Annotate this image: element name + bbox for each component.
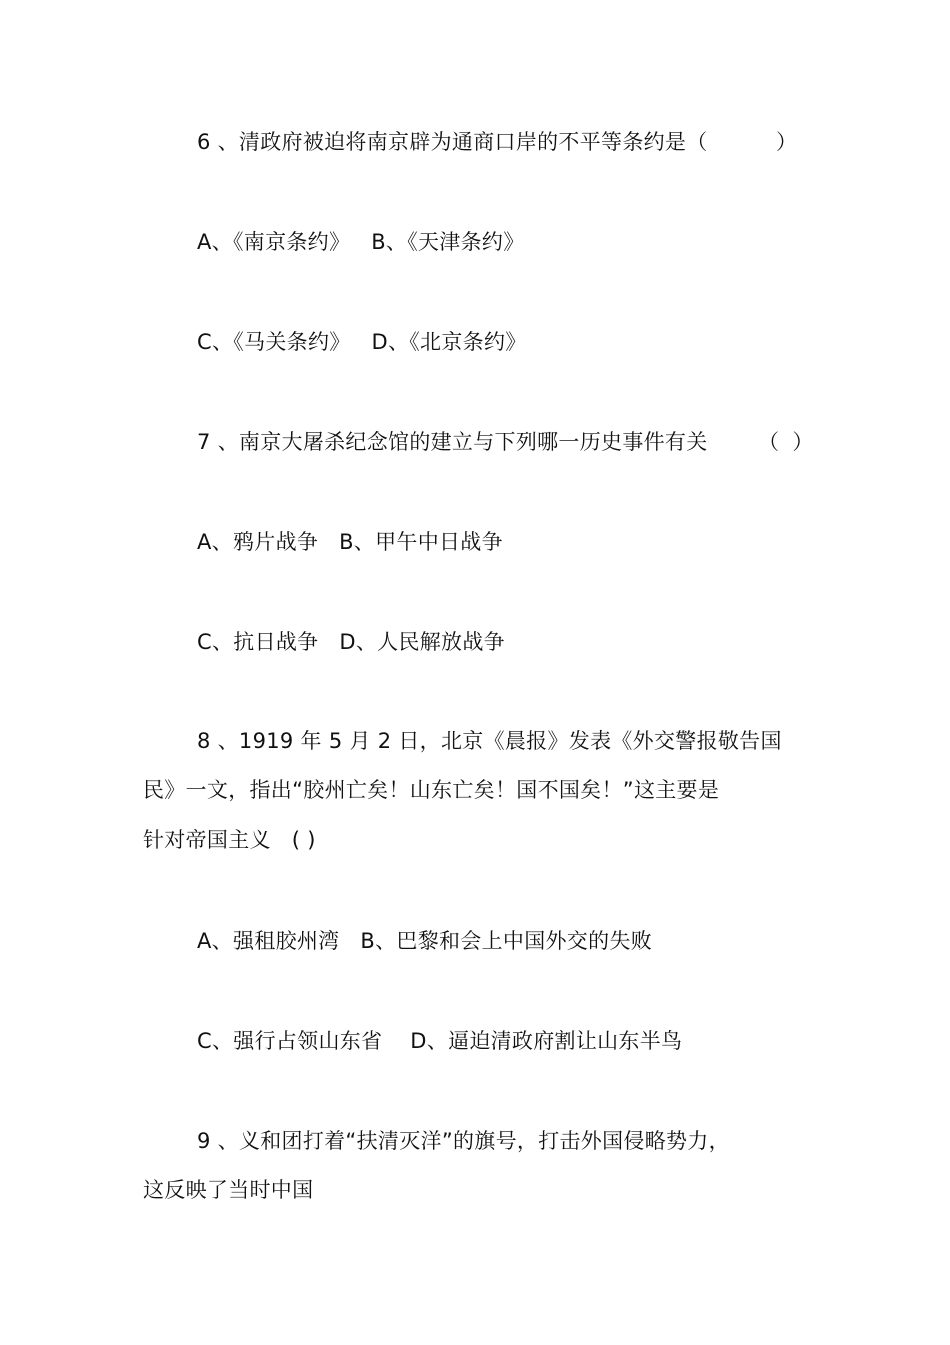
question-8-options-cd: C、强行占领山东省 D、逼迫清政府割让山东半鸟 — [197, 1029, 683, 1053]
question-8-stem-line-2: 民》一文，指出“胶州亡矣！山东亡矣！国不国矣！”这主要是 — [143, 778, 720, 802]
question-7-stem: 7 、南京大屠杀纪念馆的建立与下列哪一历史事件有关 — [197, 430, 708, 454]
question-8-options-ab: A、强租胶州湾 B、巴黎和会上中国外交的失败 — [197, 929, 652, 953]
question-8-stem-line-3: 针对帝国主义 ( ) — [143, 828, 316, 852]
question-7-options-ab: A、鸦片战争 B、甲午中日战争 — [197, 530, 503, 554]
question-8-stem-line-1: 8 、1919 年 5 月 2 日，北京《晨报》发表《外交警报敬告国 — [197, 729, 782, 753]
question-9-stem-line-2: 这反映了当时中国 — [143, 1178, 314, 1202]
question-6-answer-paren: ） — [776, 130, 797, 154]
question-6-options-ab: A、《南京条约》 B、《天津条约》 — [197, 230, 525, 254]
question-7-options-cd: C、抗日战争 D、人民解放战争 — [197, 630, 505, 654]
question-6-options-cd: C、《马关条约》 D、《北京条约》 — [197, 330, 527, 354]
question-6-stem: 6 、清政府被迫将南京辟为通商口岸的不平等条约是（ — [197, 130, 708, 154]
question-7-answer-paren: （ ） — [758, 430, 814, 454]
question-9-stem-line-1: 9 、义和团打着“扶清灭洋”的旗号，打击外国侵略势力， — [197, 1129, 730, 1153]
